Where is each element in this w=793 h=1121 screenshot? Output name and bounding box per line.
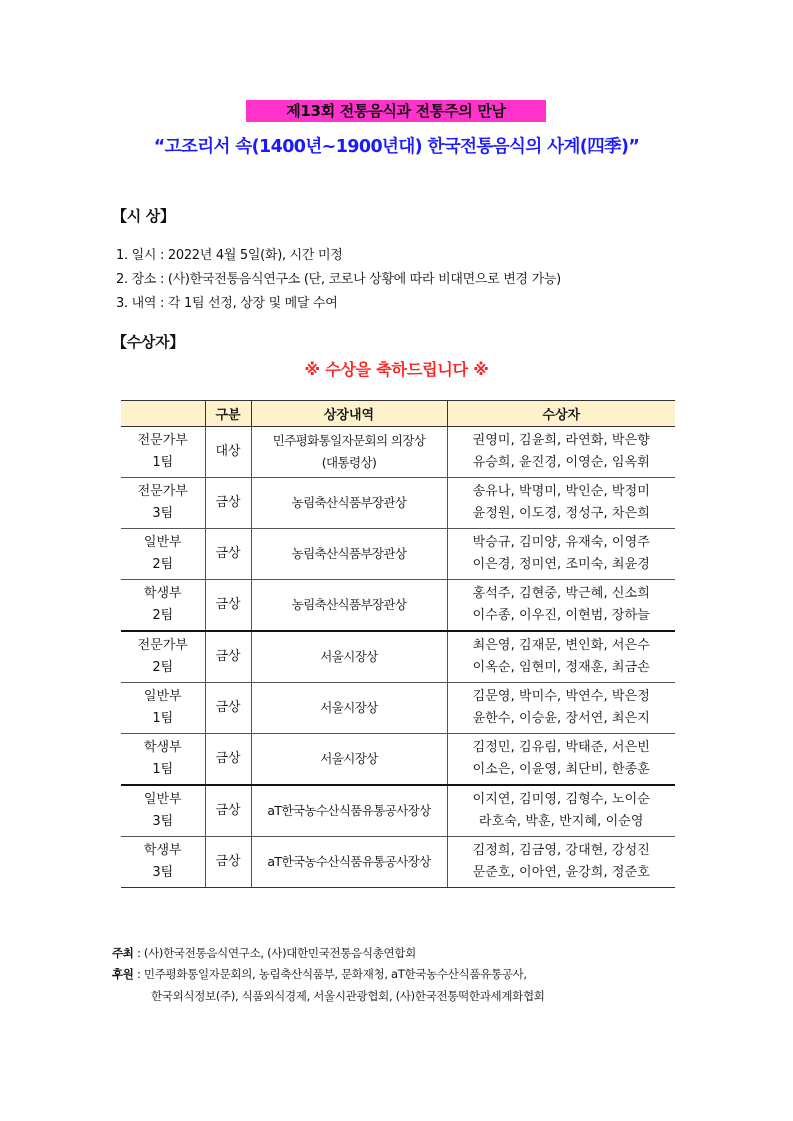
team-cell — [121, 529, 205, 580]
prize-cell — [251, 683, 447, 734]
page-title: “고조리서 속(1400년~1900년대) 한국전통음식의 사계(四季)” — [153, 137, 640, 157]
winners-cell-line: 라호숙, 박훈, 반지혜, 이순영 — [478, 814, 644, 829]
team-cell-line: 전문가부 — [137, 638, 188, 653]
prize-cell-line: 농림축산식품부장관상 — [291, 597, 407, 612]
prize-cell-line: 서울시장상 — [320, 649, 378, 664]
grade-cell — [205, 580, 251, 632]
grade-cell — [205, 734, 251, 786]
team-cell — [121, 837, 205, 888]
header-grade: 구분 — [205, 401, 251, 427]
team-cell-line: 2팀 — [152, 660, 174, 675]
grade-cell-line: 금상 — [215, 546, 241, 561]
winners-cell-line: 권영미, 김윤희, 라연화, 박은향 — [472, 433, 650, 448]
prize-cell — [251, 478, 447, 529]
prize-cell — [251, 427, 447, 478]
prize-cell — [251, 785, 447, 837]
table-header-row — [121, 401, 675, 427]
grade-cell-line: 대상 — [215, 444, 241, 459]
sponsor-line-2: 한국외식정보(주), 식품외식경제, 서울시관광협회, (사)한국전통떡한과세계화협회 — [151, 989, 545, 1003]
team-cell-line: 3팀 — [152, 814, 174, 829]
winners-cell-line: 김문영, 박미수, 박연수, 박은정 — [472, 689, 650, 704]
grade-cell-line: 금상 — [215, 649, 241, 664]
team-cell — [121, 478, 205, 529]
prize-cell-line: 서울시장상 — [320, 700, 378, 715]
winners-cell-line: 송유나, 박명미, 박인순, 박정미 — [472, 484, 650, 499]
winners-cell — [447, 580, 675, 632]
winners-cell-line: 김정민, 김유림, 박태준, 서은빈 — [472, 740, 650, 755]
winners-cell-line: 홍석주, 김현중, 박근혜, 신소희 — [472, 586, 650, 601]
winners-cell — [447, 427, 675, 478]
ceremony-venue-line: 2. 장소 : (사)한국전통음식연구소 (단, 코로나 상황에 따라 비대면으로 변경 가능) — [116, 272, 561, 287]
awards-table — [121, 400, 675, 888]
host-text: : (사)한국전통음식연구소, (사)대한민국전통음식총연합회 — [133, 946, 416, 960]
table-row — [121, 837, 675, 888]
team-cell — [121, 683, 205, 734]
table-row — [121, 427, 675, 478]
grade-cell — [205, 683, 251, 734]
prize-cell-line: 민주평화통일자문회의 의장상 — [272, 433, 426, 448]
table-row — [121, 683, 675, 734]
team-cell — [121, 580, 205, 632]
winners-cell-line: 이옥순, 임현미, 정재훈, 최금손 — [472, 660, 650, 675]
prize-cell-line: aT한국농수산식품유통공사장상 — [267, 803, 431, 818]
winners-cell — [447, 529, 675, 580]
team-cell-line: 일반부 — [143, 689, 182, 704]
winners-cell-line: 이은경, 정미연, 조미숙, 최윤경 — [472, 557, 650, 572]
team-cell-line: 2팀 — [152, 557, 174, 572]
winners-cell-line: 최은영, 김재문, 변인화, 서은수 — [472, 638, 650, 653]
winners-cell — [447, 734, 675, 786]
grade-cell-line: 금상 — [215, 597, 241, 612]
winners-cell-line: 이소은, 이윤영, 최단비, 한종훈 — [472, 762, 650, 777]
grade-cell-line: 금상 — [215, 751, 241, 766]
team-cell-line: 1팀 — [152, 455, 174, 470]
winners-cell-line: 이수종, 이우진, 이현범, 장하늘 — [472, 608, 650, 623]
prize-cell — [251, 837, 447, 888]
grade-cell — [205, 785, 251, 837]
team-cell — [121, 734, 205, 786]
event-banner: 제13회 전통음식과 전통주의 만남 — [246, 100, 546, 122]
table-row — [121, 580, 675, 632]
ceremony-details-line: 3. 내역 : 각 1팀 선정, 상장 및 메달 수여 — [116, 296, 338, 311]
winners-cell-line: 윤정원, 이도경, 정성구, 차은희 — [472, 506, 650, 521]
team-cell — [121, 785, 205, 837]
winners-cell-line: 윤한수, 이승윤, 장서연, 최은지 — [472, 711, 650, 726]
grade-cell — [205, 631, 251, 683]
winners-cell-line: 이지연, 김미영, 김형수, 노이순 — [472, 792, 650, 807]
grade-cell — [205, 837, 251, 888]
sponsor-text-line1: : 민주평화통일자문회의, 농림축산식품부, 문화재청, aT한국농수산식품유통공사, — [133, 967, 527, 981]
prize-cell-line: 농림축산식품부장관상 — [291, 546, 407, 561]
table-row — [121, 734, 675, 786]
grade-cell-line: 금상 — [215, 495, 241, 510]
team-cell — [121, 631, 205, 683]
prize-cell-line: 농림축산식품부장관상 — [291, 495, 407, 510]
winners-cell — [447, 478, 675, 529]
winners-heading: 【수상자】 — [112, 333, 184, 351]
table-row — [121, 529, 675, 580]
grade-cell — [205, 529, 251, 580]
team-cell-line: 일반부 — [143, 535, 182, 550]
host-label: 주최 — [112, 946, 134, 960]
header-prize: 상장내역 — [251, 401, 447, 427]
team-cell-line: 2팀 — [152, 608, 174, 623]
winners-cell — [447, 785, 675, 837]
header-winners: 수상자 — [447, 401, 675, 427]
grade-cell-line: 금상 — [215, 803, 241, 818]
prize-cell-line: (대통령상) — [321, 455, 377, 470]
team-cell-line: 전문가부 — [137, 484, 188, 499]
team-cell-line: 학생부 — [143, 740, 182, 755]
prize-cell-line: 서울시장상 — [320, 751, 378, 766]
prize-cell — [251, 734, 447, 786]
host-line — [112, 945, 416, 961]
grade-cell — [205, 427, 251, 478]
grade-cell-line: 금상 — [215, 854, 241, 869]
ceremony-date-line: 1. 일시 : 2022년 4월 5일(화), 시간 미정 — [116, 248, 343, 263]
prize-cell — [251, 529, 447, 580]
grade-cell-line: 금상 — [215, 700, 241, 715]
winners-cell — [447, 631, 675, 683]
ceremony-heading: 【시 상】 — [112, 207, 175, 225]
team-cell-line: 1팀 — [152, 711, 174, 726]
winners-cell-line: 김정희, 김금영, 강대현, 강성진 — [472, 843, 650, 858]
winners-cell-line: 유승희, 윤진경, 이영순, 임옥휘 — [472, 455, 650, 470]
team-cell-line: 전문가부 — [137, 433, 188, 448]
winners-cell-line: 박승규, 김미양, 유재숙, 이영주 — [472, 535, 650, 550]
table-row — [121, 478, 675, 529]
sponsor-label: 후원 — [112, 967, 134, 981]
header-team — [121, 401, 205, 427]
table-row — [121, 631, 675, 683]
team-cell-line: 3팀 — [152, 865, 174, 880]
prize-cell-line: aT한국농수산식품유통공사장상 — [267, 854, 431, 869]
table-row — [121, 785, 675, 837]
winners-cell — [447, 837, 675, 888]
team-cell-line: 1팀 — [152, 762, 174, 777]
winners-cell-line: 문준호, 이아연, 윤강희, 정준호 — [472, 865, 650, 880]
sponsor-line — [112, 966, 527, 982]
team-cell-line: 일반부 — [143, 792, 182, 807]
congratulations-text: ※ 수상을 축하드립니다 ※ — [304, 360, 489, 379]
team-cell-line: 학생부 — [143, 586, 182, 601]
team-cell — [121, 427, 205, 478]
team-cell-line: 3팀 — [152, 506, 174, 521]
team-cell-line: 학생부 — [143, 843, 182, 858]
prize-cell — [251, 631, 447, 683]
grade-cell — [205, 478, 251, 529]
winners-cell — [447, 683, 675, 734]
prize-cell — [251, 580, 447, 632]
